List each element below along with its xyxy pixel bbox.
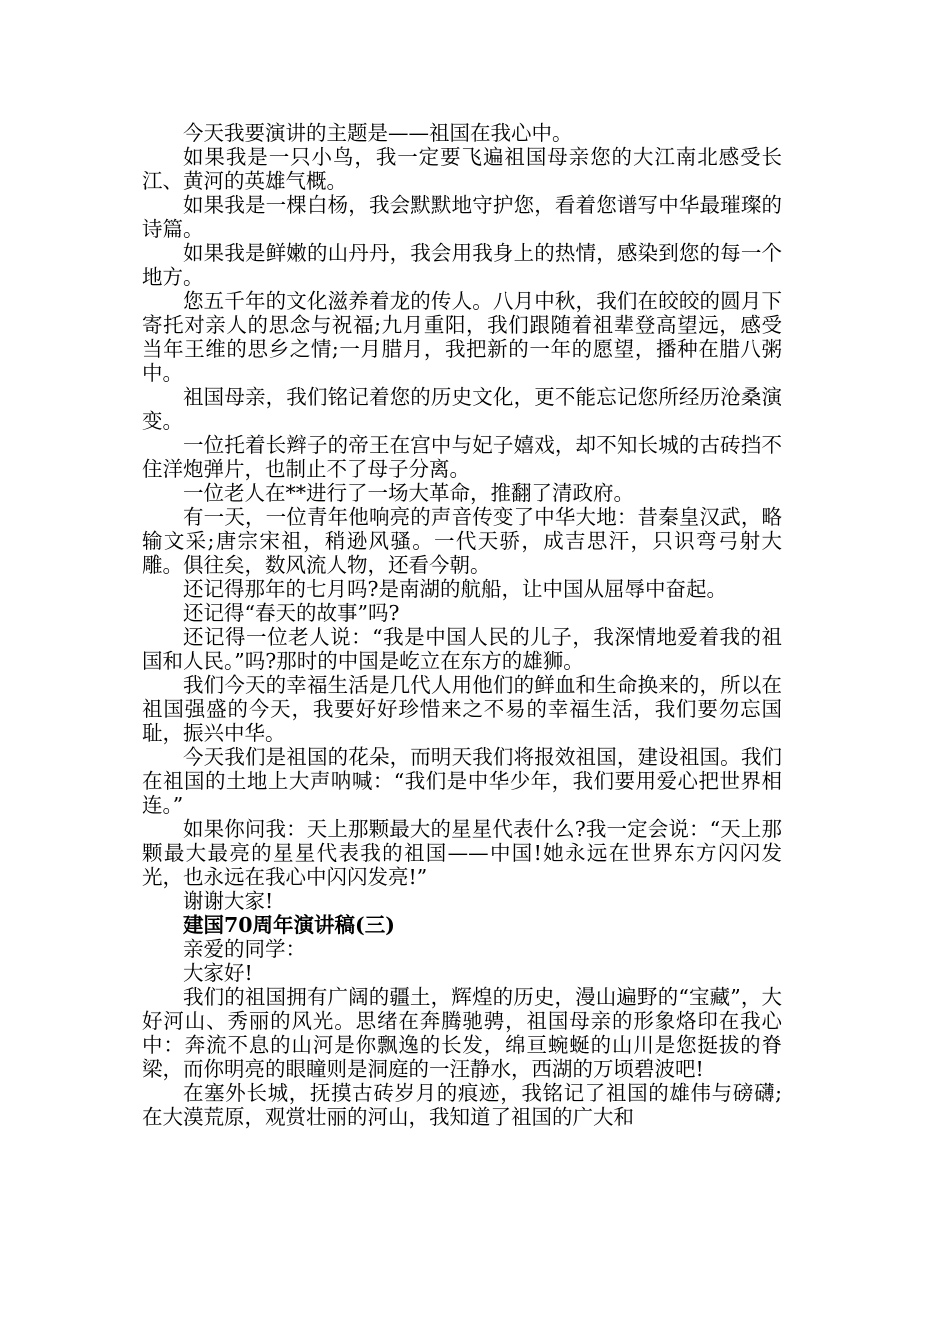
document-page xyxy=(142,121,782,1129)
paragraph: 一位老人在**进行了一场大革命，推翻了清政府。 xyxy=(183,481,634,505)
paragraph: 如果我是一棵白杨，我会默默地守护您，看着您谱写中华最璀璨的诗篇。 xyxy=(142,193,782,241)
paragraph: 在塞外长城，抚摸古砖岁月的痕迹，我铭记了祖国的雄伟与磅礴;在大漠荒原，观赏壮丽的河山，我知道了祖国的广大和 xyxy=(142,1081,782,1129)
paragraph: 谢谢大家! xyxy=(183,889,274,913)
paragraph: 还记得一位老人说：“我是中国人民的儿子，我深情地爱着我的祖国和人民。”吗?那时的中国是屹立在东方的雄狮。 xyxy=(142,625,782,673)
paragraph: 如果我是鲜嫩的山丹丹，我会用我身上的热情，感染到您的每一个地方。 xyxy=(142,241,782,289)
paragraph: 有一天，一位青年他响亮的声音传变了中华大地：昔秦皇汉武，略输文采;唐宗宋祖，稍逊风骚。一代天骄，成吉思汗，只识弯弓射大雕。俱往矣，数风流人物，还看今朝。 xyxy=(142,505,782,577)
paragraph: 一位托着长辫子的帝王在宫中与妃子嬉戏，却不知长城的古砖挡不住洋炮弹片，也制止不了母子分离。 xyxy=(142,433,782,481)
section-heading: 建国70周年演讲稿(三) xyxy=(183,913,395,937)
paragraph: 我们今天的幸福生活是几代人用他们的鲜血和生命换来的，所以在祖国强盛的今天，我要好好珍惜来之不易的幸福生活，我们要勿忘国耻，振兴中华。 xyxy=(142,673,782,745)
paragraph: 还记得“春天的故事”吗? xyxy=(183,601,400,625)
paragraph: 我们的祖国拥有广阔的疆土，辉煌的历史，漫山遍野的“宝藏”，大好河山、秀丽的风光。思绪在奔腾驰骋，祖国母亲的形象烙印在我心中：奔流不息的山河是你飘逸的长发，绵亘蜿蜒的山川是您挺拔的脊梁，而你明亮的眼瞳则是洞庭的一汪静水，西湖的万顷碧波吧! xyxy=(142,985,782,1081)
paragraph: 祖国母亲，我们铭记着您的历史文化，更不能忘记您所经历沧桑演变。 xyxy=(142,385,782,433)
paragraph: 您五千年的文化滋养着龙的传人。八月中秋，我们在皎皎的圆月下寄托对亲人的思念与祝福;九月重阳，我们跟随着祖辈登高望远，感受当年王维的思乡之情;一月腊月，我把新的一年的愿望，播种在腊八粥中。 xyxy=(142,289,782,385)
paragraph: 亲爱的同学： xyxy=(183,937,306,961)
paragraph: 还记得那年的七月吗?是南湖的航船，让中国从屈辱中奋起。 xyxy=(183,577,727,601)
paragraph: 今天我们是祖国的花朵，而明天我们将报效祖国，建设祖国。我们在祖国的土地上大声呐喊：“我们是中华少年，我们要用爱心把世界相连。” xyxy=(142,745,782,817)
paragraph: 今天我要演讲的主题是——祖国在我心中。 xyxy=(183,121,573,145)
paragraph: 如果你问我：天上那颗最大的星星代表什么?我一定会说：“天上那颗最大最亮的星星代表我的祖国——中国!她永远在世界东方闪闪发光，也永远在我心中闪闪发亮!” xyxy=(142,817,782,889)
paragraph: 大家好! xyxy=(183,961,253,985)
paragraph: 如果我是一只小鸟，我一定要飞遍祖国母亲您的大江南北感受长江、黄河的英雄气概。 xyxy=(142,145,782,193)
